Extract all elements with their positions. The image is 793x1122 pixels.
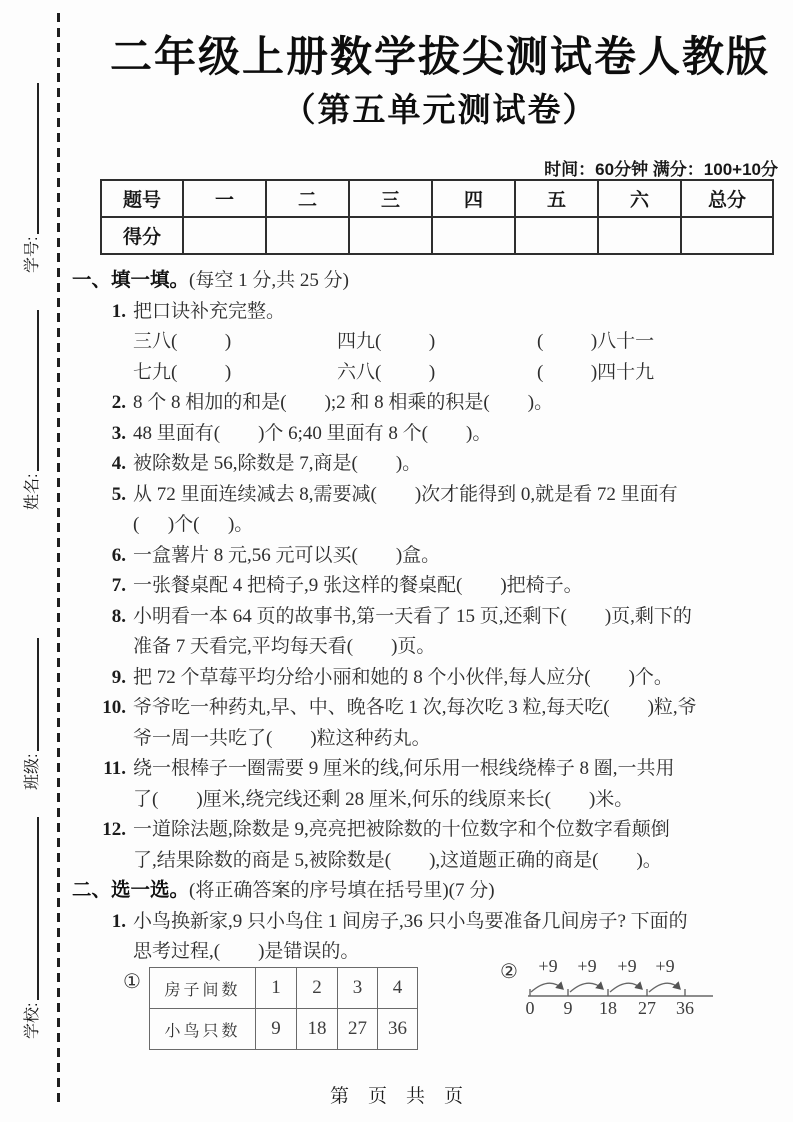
question-text: 把 72 个草莓平均分给小丽和她的 8 个小伙伴,每人应分( )个。 — [133, 666, 673, 688]
question-text: 爷一周一共吃了( )粒这种药丸。 — [133, 727, 431, 749]
question-number: 12. — [102, 819, 126, 840]
question-number: 9. — [111, 666, 126, 688]
mnemonic-blank: ( )八十一 — [537, 331, 655, 352]
seal-field-blank — [19, 638, 39, 751]
question-line — [100, 449, 782, 480]
question-line — [100, 297, 782, 328]
houses-birds-table — [149, 967, 418, 1050]
table-cell: 27 — [338, 1009, 378, 1050]
question-text: 从 72 里面连续减去 8,需要减( )次才能得到 0,就是看 72 里面有 — [133, 483, 678, 505]
jump-arc — [531, 983, 563, 992]
section-note: (将正确答案的序号填在括号里)(7 分) — [189, 880, 495, 901]
mnemonic-blank: 六八( ) — [337, 361, 436, 383]
mnemonic-row — [100, 327, 782, 358]
question-number: 11. — [103, 758, 126, 779]
jump-label: +9 — [538, 956, 558, 976]
section-heading-1 — [72, 266, 782, 297]
row-label: 房子间数 — [150, 968, 256, 1009]
mnemonic-row — [100, 358, 782, 389]
question-line — [100, 571, 782, 602]
jump-label: +9 — [577, 956, 597, 976]
score-empty-cell — [266, 217, 349, 254]
jump-label: +9 — [655, 956, 675, 976]
seal-field-label: 姓名: — [24, 473, 41, 510]
question-text: 8 个 8 相加的和是( );2 和 8 相乘的积是( )。 — [133, 392, 554, 413]
tick-label: 18 — [599, 998, 617, 1018]
question-text: 了,结果除数的商是 5,被除数是( ),这道题正确的商是( )。 — [133, 849, 662, 871]
question-text: 准备 7 天看完,平均每天看( )页。 — [133, 636, 436, 657]
section-note: (每空 1 分,共 25 分) — [189, 270, 349, 291]
score-empty-cell — [515, 217, 598, 254]
score-header-cell: 总分 — [681, 180, 773, 217]
section-title: 二、选一选。 — [72, 880, 190, 901]
page-subtitle: （第五单元测试卷） — [282, 91, 598, 128]
table-row — [150, 968, 418, 1009]
question-text: 绕一根棒子一圈需要 9 厘米的线,何乐用一根线绕棒子 8 圈,一共用 — [133, 758, 675, 779]
mnemonic-blank: 七九( ) — [133, 361, 232, 383]
seal-field-label: 班级: — [24, 753, 41, 790]
table-cell: 9 — [256, 1009, 297, 1050]
question-text: ( )个( )。 — [133, 514, 254, 535]
question-text: 小明看一本 64 页的故事书,第一天看了 15 页,还剩下( )页,剩下的 — [133, 605, 692, 627]
question-line — [100, 693, 782, 724]
jump-arc — [610, 983, 642, 992]
score-header-cell: 二 — [266, 180, 349, 217]
table-cell: 36 — [378, 1009, 418, 1050]
score-empty-cell — [183, 217, 266, 254]
option-1-marker: ① — [123, 971, 141, 993]
question-number: 4. — [111, 453, 126, 474]
score-empty-cell — [598, 217, 681, 254]
row-label: 小鸟只数 — [150, 1009, 256, 1050]
score-header-cell: 三 — [349, 180, 432, 217]
mnemonic-blank: ( )四十九 — [537, 361, 655, 383]
score-table-score-row — [101, 217, 773, 254]
question-number: 6. — [111, 544, 126, 566]
tick-label: 0 — [525, 998, 535, 1018]
question-line — [100, 815, 782, 846]
jump-arc — [570, 983, 603, 992]
seal-field-blank — [19, 310, 39, 471]
seal-field-label: 学校: — [24, 1002, 41, 1039]
question-number: 1. — [111, 300, 126, 322]
question-line — [100, 754, 782, 785]
question-continuation — [100, 510, 782, 541]
question-text: 48 里面有( )个 6;40 里面有 8 个( )。 — [133, 422, 492, 444]
score-table-header-row — [101, 180, 773, 217]
seal-field-student-number — [16, 83, 42, 273]
score-header-cell: 题号 — [101, 180, 183, 217]
question-text: 爷爷吃一种药丸,早、中、晚各吃 1 次,每次吃 3 粒,每天吃( )粒,爷 — [133, 697, 697, 718]
question-continuation — [100, 846, 782, 877]
table-cell: 3 — [338, 968, 378, 1009]
tick-label: 27 — [638, 998, 656, 1018]
question-line — [100, 541, 782, 572]
question-number: 3. — [111, 422, 126, 444]
question-continuation — [100, 632, 782, 663]
tick-label: 9 — [563, 998, 573, 1018]
question-text: 一道除法题,除数是 9,亮亮把被除数的十位数字和个位数字看颠倒 — [133, 819, 670, 840]
jump-label: +9 — [617, 956, 637, 976]
question-number: 10. — [102, 697, 126, 718]
question-text: 了( )厘米,绕完线还剩 28 厘米,何乐的线原来长( )米。 — [133, 788, 634, 810]
question-text: 小鸟换新家,9 只小鸟住 1 间房子,36 只小鸟要准备几间房子? 下面的 — [133, 910, 688, 932]
score-empty-cell — [681, 217, 773, 254]
jump-arc — [649, 983, 680, 992]
question-text: 一盒薯片 8 元,56 元可以买( )盒。 — [133, 544, 441, 566]
question-line — [100, 480, 782, 511]
question-text: 把口诀补充完整。 — [133, 300, 286, 322]
question-line — [100, 388, 782, 419]
question-line — [100, 663, 782, 694]
table-cell: 2 — [297, 968, 338, 1009]
question-text: 一张餐桌配 4 把椅子,9 张这样的餐桌配( )把椅子。 — [133, 575, 583, 596]
table-row — [150, 1009, 418, 1050]
table-cell: 18 — [297, 1009, 338, 1050]
question-text: 被除数是 56,除数是 7,商是( )。 — [133, 453, 422, 474]
score-empty-cell — [432, 217, 515, 254]
seal-dashed-line — [57, 13, 60, 1106]
question-line — [100, 419, 782, 450]
table-cell: 1 — [256, 968, 297, 1009]
section-heading-2 — [72, 876, 782, 907]
seal-field-blank — [19, 83, 39, 234]
score-table — [100, 179, 774, 255]
mnemonic-blank: 四九( ) — [337, 331, 436, 352]
question-number: 2. — [111, 392, 126, 413]
tick-label: 36 — [676, 998, 694, 1018]
page-footer: 第 页 共 页 — [329, 1086, 463, 1107]
seal-field-school — [16, 817, 42, 1039]
score-header-cell: 一 — [183, 180, 266, 217]
seal-field-class — [16, 638, 42, 790]
section-title: 一、填一填。 — [72, 270, 190, 291]
score-header-cell: 五 — [515, 180, 598, 217]
seal-field-label: 学号: — [24, 236, 41, 273]
score-empty-cell — [349, 217, 432, 254]
mnemonic-blank: 三八( ) — [133, 331, 232, 352]
question-number: 1. — [111, 910, 126, 932]
score-header-cell: 四 — [432, 180, 515, 217]
table-cell: 4 — [378, 968, 418, 1009]
question-body — [72, 266, 782, 968]
question-continuation — [100, 785, 782, 816]
question-number: 7. — [111, 575, 126, 596]
seal-field-blank — [19, 817, 39, 1000]
exam-time-info: 时间：60分钟 满分：100+10分 — [544, 160, 778, 179]
question-text: 思考过程,( )是错误的。 — [133, 941, 360, 962]
question-number: 5. — [111, 483, 126, 505]
question-continuation — [100, 724, 782, 755]
score-header-cell: 六 — [598, 180, 681, 217]
score-row-label: 得分 — [101, 217, 183, 254]
page-title: 二年级上册数学拔尖测试卷人教版 — [109, 33, 770, 80]
seal-field-name — [16, 310, 42, 510]
number-line-diagram — [517, 954, 729, 1020]
option-2-marker: ② — [500, 961, 518, 983]
question-line — [100, 602, 782, 633]
question-number: 8. — [111, 605, 126, 627]
question-line — [100, 907, 782, 938]
